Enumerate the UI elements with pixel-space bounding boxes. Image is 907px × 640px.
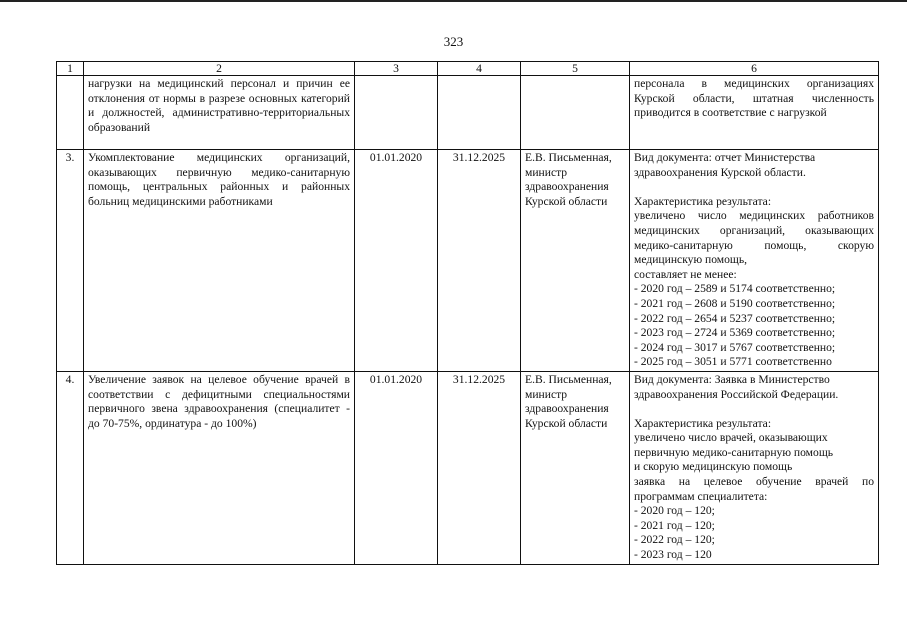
result-line: - 2020 год – 120; bbox=[634, 504, 715, 518]
column-header-row bbox=[57, 62, 879, 76]
result-line: и скорую медицинскую помощь bbox=[634, 460, 793, 474]
column-header: 5 bbox=[521, 62, 630, 76]
result-line: - 2023 год – 120 bbox=[634, 548, 712, 562]
end-date: 31.12.2025 bbox=[438, 150, 521, 372]
table-row bbox=[57, 76, 879, 150]
result-line: - 2020 год – 2589 и 5174 соответственно; bbox=[634, 282, 836, 296]
responsible-line: Е.В. Письменная, bbox=[525, 372, 612, 386]
responsible bbox=[521, 76, 630, 150]
result-line: персонала в медицинских организациях Курской области, штатная численность приводится в соответствие с нагрузкой bbox=[634, 77, 874, 120]
column-header: 4 bbox=[438, 62, 521, 76]
scan-top-edge bbox=[0, 0, 907, 2]
result-cell bbox=[630, 371, 879, 564]
result-line: - 2022 год – 120; bbox=[634, 533, 715, 547]
result-line: Характеристика результата: bbox=[634, 416, 772, 430]
responsible-line: министр bbox=[525, 387, 568, 401]
responsible-line: Курской области bbox=[525, 194, 608, 208]
result-cell bbox=[630, 150, 879, 372]
page-number: 323 bbox=[443, 34, 464, 49]
column-header: 6 bbox=[630, 62, 879, 76]
responsible-line: здравоохранения bbox=[525, 402, 609, 416]
result-line: составляет не менее: bbox=[634, 267, 737, 281]
result-spacer bbox=[634, 180, 874, 195]
column-header: 1 bbox=[57, 62, 84, 76]
result-line: Вид документа: Заявка в Министерство bbox=[634, 372, 830, 386]
responsible-line: Курской области bbox=[525, 416, 608, 430]
row-number: 4. bbox=[57, 371, 84, 564]
result-line: первичную медико-санитарную помощь bbox=[634, 445, 834, 459]
result-line: - 2021 год – 2608 и 5190 соответственно; bbox=[634, 296, 836, 310]
table-row bbox=[57, 150, 879, 372]
responsible bbox=[521, 150, 630, 372]
responsible bbox=[521, 371, 630, 564]
start-date: 01.01.2020 bbox=[355, 371, 438, 564]
result-line: здравоохранения Курской области. bbox=[634, 165, 806, 179]
row-description: Увеличение заявок на целевое обучение врачей в соответствии с дефицитными специальностями первичного звена здравоохранения (специалитет - до 70-75%, ординатура - до 100%) bbox=[84, 371, 355, 564]
row-description: Укомплектование медицинских организаций, оказывающих первичную медико-санитарную помощь, центральных районных и районных больниц медицинскими работниками bbox=[84, 150, 355, 372]
result-line: - 2022 год – 2654 и 5237 соответственно; bbox=[634, 311, 836, 325]
result-line: - 2024 год – 3017 и 5767 соответственно; bbox=[634, 340, 836, 354]
start-date: 01.01.2020 bbox=[355, 150, 438, 372]
responsible-line: Е.В. Письменная, bbox=[525, 151, 612, 164]
result-line: - 2023 год – 2724 и 5369 соответственно; bbox=[634, 326, 836, 340]
end-date bbox=[438, 76, 521, 150]
result-line: здравоохранения Российской Федерации. bbox=[634, 387, 839, 401]
result-spacer bbox=[634, 402, 874, 417]
end-date: 31.12.2025 bbox=[438, 371, 521, 564]
row-number bbox=[57, 76, 84, 150]
result-cell bbox=[630, 76, 879, 150]
result-line: увеличено число врачей, оказывающих bbox=[634, 431, 828, 445]
result-line: Характеристика результата: bbox=[634, 194, 772, 208]
plan-table bbox=[56, 61, 879, 565]
column-header: 2 bbox=[84, 62, 355, 76]
result-line: - 2021 год – 120; bbox=[634, 518, 715, 532]
column-header: 3 bbox=[355, 62, 438, 76]
result-line: заявка на целевое обучение врачей по программам специалитета: bbox=[634, 475, 874, 503]
row-description: нагрузки на медицинский персонал и причин ее отклонения от нормы в разрезе основных категорий и должностей, административно-территориальных образований bbox=[84, 76, 355, 150]
responsible-line: министр bbox=[525, 165, 568, 179]
result-line: увеличено число медицинских работников медицинских организаций, оказывающих медико-санитарную помощь, скорую медицинскую помощь, bbox=[634, 209, 874, 267]
row-number: 3. bbox=[57, 150, 84, 372]
table-row bbox=[57, 371, 879, 564]
result-line: Вид документа: отчет Министерства bbox=[634, 151, 816, 164]
start-date bbox=[355, 76, 438, 150]
responsible-line: здравоохранения bbox=[525, 180, 609, 194]
result-line: - 2025 год – 3051 и 5771 соответственно bbox=[634, 355, 832, 369]
